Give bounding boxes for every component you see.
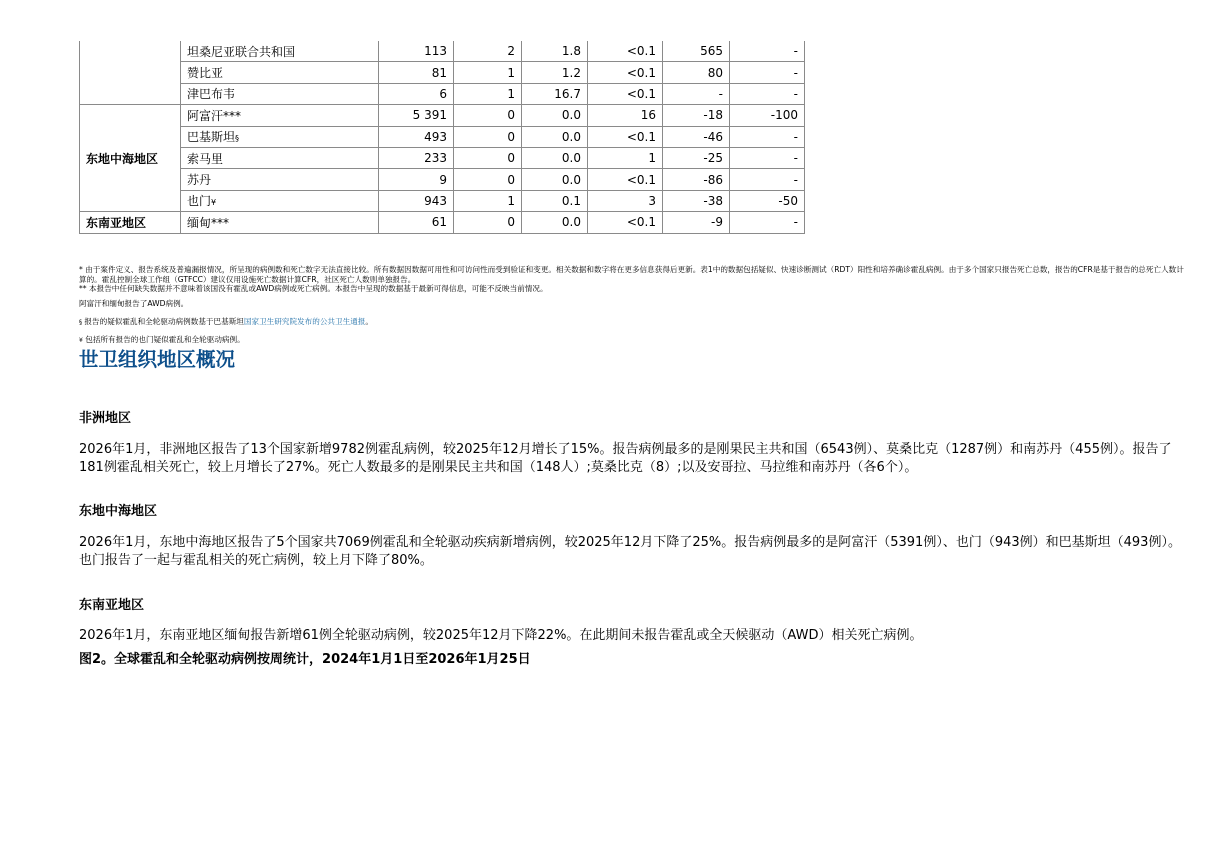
value-cell: 1 — [454, 190, 522, 211]
value-cell: -46 — [663, 126, 730, 147]
value-cell: 0.0 — [522, 126, 588, 147]
value-cell: -9 — [663, 212, 730, 233]
table-row — [80, 83, 805, 104]
footnote-4-text: 报告的疑似霍乱和全轮驱动病例数基于巴基斯坦 — [84, 317, 244, 326]
table-row — [80, 212, 805, 233]
value-cell: - — [730, 41, 805, 62]
figure-caption: 图2。全球霍乱和全轮驱动病例按周统计，2024年1月1日至2026年1月25日 — [79, 652, 531, 667]
table-body — [80, 41, 805, 233]
footnote-3: 阿富汗和缅甸报告了AWD病例。 — [79, 299, 189, 308]
value-cell: <0.1 — [588, 83, 663, 104]
value-cell: 16 — [588, 105, 663, 126]
country-name: 缅甸*** — [187, 215, 230, 230]
value-cell: 2 — [454, 41, 522, 62]
africa-heading: 非洲地区 — [79, 411, 132, 426]
country-name: 赞比亚 — [187, 66, 224, 81]
value-cell: 3 — [588, 190, 663, 211]
emr-paragraph: 2026年1月，东地中海地区报告了5个国家共7069例霍乱和全轮驱动疾病新增病例，较2025年12月下降了25%。报告病例最多的是阿富汗（5391例）、也门（943例）和巴基斯坦（493例）。也门报告了一起与霍乱相关的死亡病例，较上月下降了80%。 — [79, 535, 1181, 568]
table-row — [80, 147, 805, 168]
footnote-4-mark: § — [79, 319, 82, 326]
footnote-5 — [79, 335, 1189, 346]
value-cell: - — [730, 62, 805, 83]
country-footnote-mark: ¥ — [211, 198, 217, 208]
country-name: 阿富汗*** — [187, 108, 242, 123]
africa-paragraph: 2026年1月，非洲地区报告了13个国家新增9782例霍乱病例，较2025年12月增长了15%。报告病例最多的是刚果民主共和国（6543例）、莫桑比克（1287例）和南苏丹（455例）。报告了181例霍乱相关死亡，较上月增长了27%。死亡人数最多的是刚果民主共和国（148人）;莫桑比克（8）;以及安哥拉、马拉维和南苏丹（各6个）。 — [79, 442, 1172, 475]
country-cell — [181, 169, 379, 190]
footnote-5-mark: ¥ — [79, 337, 83, 344]
country-cell — [181, 62, 379, 83]
country-name: 津巴布韦 — [187, 87, 236, 102]
nih-bulletin-link[interactable]: 国家卫生研究院发布的公共卫生通报 — [243, 317, 366, 326]
footnote-4-end: 。 — [365, 317, 373, 326]
value-cell: <0.1 — [588, 169, 663, 190]
sea-heading: 东南亚地区 — [79, 598, 145, 613]
value-cell: 0.0 — [522, 147, 588, 168]
value-cell: 493 — [379, 126, 454, 147]
country-cell — [181, 190, 379, 211]
value-cell: 0 — [454, 147, 522, 168]
value-cell: 81 — [379, 62, 454, 83]
region-cell — [80, 41, 181, 105]
value-cell: - — [730, 83, 805, 104]
cholera-data-table — [79, 41, 805, 234]
value-cell: 113 — [379, 41, 454, 62]
value-cell: -100 — [730, 105, 805, 126]
value-cell: - — [730, 126, 805, 147]
country-name: 苏丹 — [187, 173, 212, 188]
table-row — [80, 41, 805, 62]
footnote-2: ** 本报告中任何缺失数据并不意味着该国没有霍乱或AWD病例或死亡病例。本报告中呈现的数据基于最新可得信息，可能不反映当前情况。 — [79, 284, 548, 294]
value-cell: 80 — [663, 62, 730, 83]
value-cell: 16.7 — [522, 83, 588, 104]
value-cell: 1 — [454, 83, 522, 104]
region-cell: 东南亚地区 — [80, 212, 181, 233]
value-cell: - — [730, 147, 805, 168]
value-cell: 0 — [454, 169, 522, 190]
footnote-4 — [79, 317, 1189, 328]
value-cell: 1.8 — [522, 41, 588, 62]
table-row — [80, 62, 805, 83]
country-cell — [181, 126, 379, 147]
value-cell: <0.1 — [588, 62, 663, 83]
table-row — [80, 126, 805, 147]
country-cell — [181, 41, 379, 62]
value-cell: -38 — [663, 190, 730, 211]
value-cell: <0.1 — [588, 212, 663, 233]
footnote-5-text: 包括所有报告的也门疑似霍乱和全轮驱动病例。 — [85, 335, 245, 344]
value-cell: -18 — [663, 105, 730, 126]
sea-paragraph: 2026年1月，东南亚地区缅甸报告新增61例全轮驱动病例，较2025年12月下降22%。在此期间未报告霍乱或全天候驱动（AWD）相关死亡病例。 — [79, 628, 923, 643]
value-cell: 1 — [588, 147, 663, 168]
value-cell: <0.1 — [588, 126, 663, 147]
value-cell: 5 391 — [379, 105, 454, 126]
country-name: 索马里 — [187, 151, 224, 166]
country-cell — [181, 105, 379, 126]
value-cell: -25 — [663, 147, 730, 168]
value-cell: 0.0 — [522, 105, 588, 126]
value-cell: 0 — [454, 212, 522, 233]
value-cell: 565 — [663, 41, 730, 62]
value-cell: 0 — [454, 126, 522, 147]
value-cell: 9 — [379, 169, 454, 190]
section-title: 世卫组织地区概况 — [79, 348, 236, 371]
table-row — [80, 169, 805, 190]
footnote-1: * 由于案件定义、报告系统及普遍漏报情况，所呈现的病例数和死亡数字无法直接比较。所有数据因数据可用性和可访问性而受到验证和变更。相关数据和数字将在更多信息获得后更新。表1中的数据包括疑似、快速诊断测试（RDT）阳性和培养确诊霍乱病例。由于多个国家只报告死亡总数，报告的CFR是基于报告的总死亡人数计算的。霍乱控制全球工作组（GTFCC）建议仅用设施死亡数据计算CFR，社区死亡人数则单独报告。 — [79, 265, 1184, 284]
region-cell: 东地中海地区 — [80, 105, 181, 212]
value-cell: 61 — [379, 212, 454, 233]
value-cell: - — [730, 169, 805, 190]
value-cell: 6 — [379, 83, 454, 104]
value-cell: 0 — [454, 105, 522, 126]
footnotes — [79, 265, 1189, 294]
country-footnote-mark: § — [235, 134, 240, 144]
country-name: 也门 — [187, 194, 212, 209]
country-cell — [181, 83, 379, 104]
value-cell: -86 — [663, 169, 730, 190]
value-cell: - — [663, 83, 730, 104]
value-cell: 233 — [379, 147, 454, 168]
value-cell: - — [730, 212, 805, 233]
country-cell — [181, 147, 379, 168]
value-cell: 0.0 — [522, 169, 588, 190]
table-row — [80, 105, 805, 126]
value-cell: 1 — [454, 62, 522, 83]
value-cell: 1.2 — [522, 62, 588, 83]
value-cell: -50 — [730, 190, 805, 211]
table-row — [80, 190, 805, 211]
emr-heading: 东地中海地区 — [79, 504, 158, 519]
value-cell: 943 — [379, 190, 454, 211]
country-cell — [181, 212, 379, 233]
country-name: 巴基斯坦 — [187, 130, 236, 145]
country-name: 坦桑尼亚联合共和国 — [187, 44, 296, 59]
value-cell: 0.0 — [522, 212, 588, 233]
value-cell: 0.1 — [522, 190, 588, 211]
value-cell: <0.1 — [588, 41, 663, 62]
